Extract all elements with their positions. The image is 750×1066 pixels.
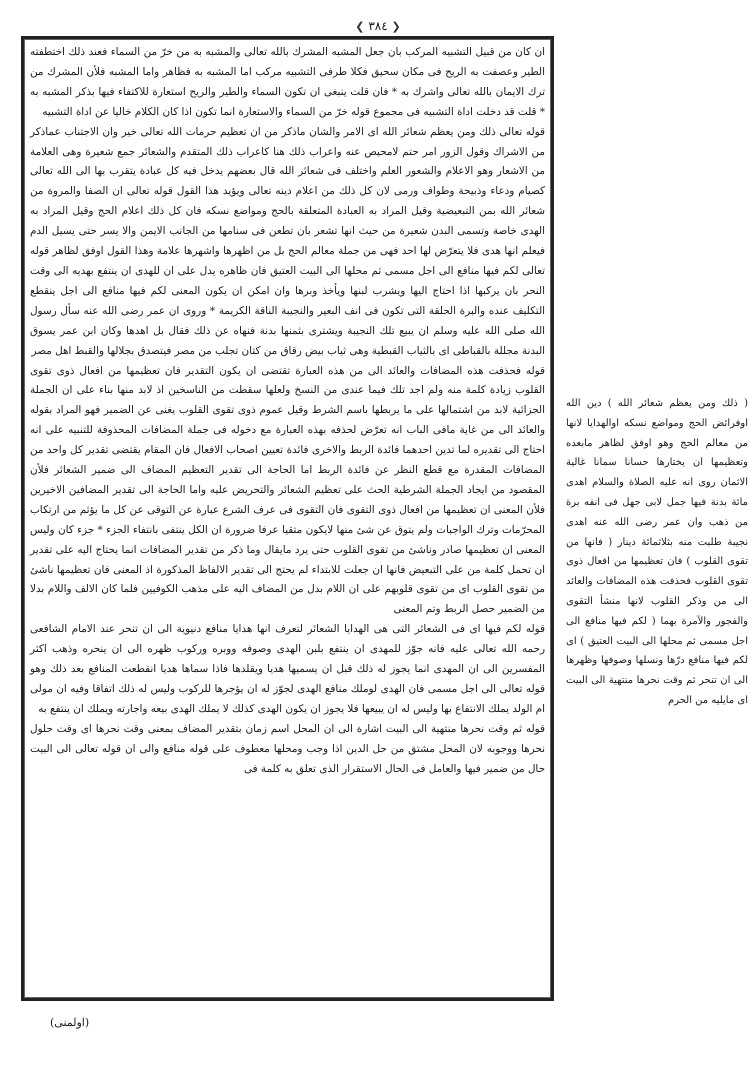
page-number: ٣٨٤ <box>368 19 388 33</box>
main-paragraph: ان كان من قبيل التشبيه المركب بان جعل المشبه المشرك بالله تعالى والمشبه به من خرّ من السماء فعند ذلك اختطفته الطير وعصفت به الريح فى مكان سحيق فكلا طرفى التشبيه مركب اما المشبه به فظاهر واما المشبه فلأن المشرك من ترك الايمان بالله تعالى واشرك به * فان قلت ينبغى ان تكون السماء والطير والريح استعارة للاكتفاء فيها بذكر المشبه به * قلت قد دخلت اداة التشبيه فى مجموع قوله خرّ من السماء والاستعارة انما تكون اذا كان الكلام خاليا عن اداة التشبيه <box>30 46 545 118</box>
main-paragraph: قوله ثم وقت نحرها منتهية الى البيت اشارة الى ان المحل اسم زمان بتقدير المضاف بمعنى وقت نحرها اى وقت حلول نحرها ووجوبه لان المحل مشتق من حل الدين اذا وجب ومحلها معطوف على قوله منافع والى ان قوله تعالى الى البيت حال من ضمير فيها والعامل فى الحال الاستقرار الذى تعلق به كلمة فى <box>30 722 545 775</box>
footer-signature: (اولمنى) <box>50 1016 90 1029</box>
ornament-icon: ❯ <box>355 20 365 33</box>
page-number-header <box>318 16 438 36</box>
main-paragraph: قوله لكم فيها اى فى الشعائر التى هى الهدايا الشعائر لتعرف انها هدايا منافع دنيوية الى ان تنحر عند الامام الشافعى رحمه الله تعالى عليه فانه جوّز للمهدى ان ينتفع بلبن الهدى وصوفه ووبره وركوب ظهره الى ان ينحره وذهب اكثر المفسرين الى ان المهدى انما يجوز له ذلك قبل ان يسميها هديا ويقلدها فاذا سماها هديا انقطعت المنافع بعد ذلك وهو قوله تعالى الى اجل مسمى فان الهدى لوملك منافع الهدى لجوّز له ان يؤجرها للركوب وليس له ذلك اتفاقا وفيه ان مولى ام الولد يملك الانتفاع بها وليس له ان يبيعها فلا يجوز ان يكون الهدى كذلك لا يملك الهدى بيعه واجارته ويملك ان ينتفع به <box>30 623 545 715</box>
main-paragraph: قوله تعالى ذلك ومن يعظم شعائر الله اى الامر والشان ماذكر من ان تعظيم حرمات الله تعالى خير وان الاجتناب عماذكر من الاشراك وقول الزور امر حتم لامحيص عنه واعراب ذلك هنا كاعراب ذلك المتقدم والشعائر جمع شعيرة وهى العلامة من الاشعار وهو الاعلام والشعور العلم واختلف فى شعائر الله قال بعضهم يدخل فيه كل عبادة يتقرب بها الى الله تعالى كصيام ودعاء وذبيحة وطواف ورمى لان كل ذلك من اعلام دينه تعالى ويؤيد هذا القول قوله تعالى ان الصفا والمروة من شعائر الله بمن التبعيضية وقيل المراد به العبادة المتعلقة بالحج ومواضع نسكه فان كل ذلك اعلام الحج وقيل المراد به الهدى خاصة وتسمى البدن شعيرة من حيث انها تشعر بان تطعن فى سنامها من الجانب الايمن والا يسر حتى يسيل الدم فيعلم انها هدى فلا يتعرّض لها احد فهى من جملة معالم الحج بل من اظهرها واشهرها علامة وهذا القول اوفق لظاهر قوله تعالى لكم فيها منافع الى اجل مسمى ثم محلها الى البيت العتيق فان ظاهره يدل على ان للهدى ان ينتفع بهديه الى وقت النحر بان يركبها اذا احتاج اليها ويشرب لبنها ويأخذ وبرها وان امكن ان يكون المعنى لكم فيها منافع الى اجل ينقطع التكليف عنده والبرة الحلقة التى تكون فى انف البعير والنجيبة الناقة الكريمة * وروى ان عمر رضى الله عنه سأل رسول الله صلى الله عليه وسلم ان يبيع تلك النجيبة ويشترى بثمنها بدنة فنهاه عن ذلك فقال بل اهدها وكان ابن عمر يسوق البدنة مجللة بالقباطى اى بالثياب القبطية وهى ثياب بيض رقاق من كتان تجلب من مصر فيتصدق بجلالها والقبط اهل مصر <box>30 125 545 357</box>
ornament-icon: ❮ <box>391 20 401 33</box>
main-paragraph: قوله فحذفت هذه المضافات والعائد الى من هذه العبارة تقتضى ان يكون التقدير فان تعظيمها من افعال ذوى تقوى القلوب زيادة كلمة منه ولم اجد تلك فيما عندى من النسخ ولعلها سقطت من الناسخين اذ لابد منها بناء على ان الجملة الجزائية لابد من اشتمالها على ما يربطها باسم الشرط وقيل عموم ذوى تقوى القلوب يغنى عن الضمير فهو المراد بقوله والعائد الى من غاية مافى الباب انه تعرّض لحذفه بهذه العبارة مع دخوله فى جملة المضافات المحذوفة للتنبيه على انه احتاج الى تقديره لما تدين احدهما فائدة الربط والاخرى فائدة تعيين اصحاب الافعال فان المقام يقتضى تقدير كل واحد من المضافات المقدرة مع قطع النظر عن فائدة الربط اما الحاجة الى تقدير التعظيم المضاف الى ضمير الشعائر فلأن المقصود من ايجاد الجملة الشرطية الحث على تعظيم الشعائر والتحريض عليه واما الحاجة الى تقدير المضافين الاخيرين فلأن المعنى ان تعظيمها من افعال ذوى التقوى فان التقوى فى عرف الشرع عبارة عن التوقى عن كل ما يؤثم من ارتكاب المحرّمات وترك الواجبات ولم يتوق عن شئ منها لايكون متقيا عرفا ضرورة ان الكل ينتفى بانتفاء الجزء * جزء كان وليس المعنى ان تعظيمها صادر وناشئ من تقوى القلوب حتى يرد مايقال وما ذكر من تقدير المضافات انما يحتاج اليه على تقدير ان تحمل كلمة من على التبعيض فانها ان جعلت للابتداء لم يحتج الى تقدير الالفاظ المذكورة اذ المعنى فان تعظيمها ناشئ من تقوى القلوب اى من تقوى قلوبهم على ان اللام بدل من المضاف اليه على مذهب الكوفيين فلما كان الالف واللام بدلا من الضمير حصل الربط وتم المعنى <box>30 364 545 616</box>
margin-commentary: ( ذلك ومن يعظم شعائر الله ) دين الله اوفرائض الحج ومواضع نسكه اوالهدايا لانها من معالم الحج وهو اوفق لظاهر مابعده وتعظيمها ان يختارها حسانا سمانا غالية الاثمان روى انه عليه الصلاة والسلام اهدى مائة بدنة فيها جمل لابى جهل فى انفه برة من ذهب وان عمر رضى الله عنه اهدى نجيبة طلبت منه بثلاثمائة دينار ( فانها من تقوى القلوب ) فان تعظيمها من افعال ذوى تقوى القلوب فحذفت هذه المضافات والعائد الى من وذكر القلوب لانها منشأ التقوى والفجور والآمرة بهما ( لكم فيها منافع الى اجل مسمى ثم محلها الى البيت العتيق ) اى لكم فيها منافع درّها ونسلها وصوفها وظهرها الى ان تنحر ثم وقت نحرها منتهية الى البيت اى مايليه من الحرم <box>566 398 748 706</box>
main-text-frame <box>21 36 554 1001</box>
